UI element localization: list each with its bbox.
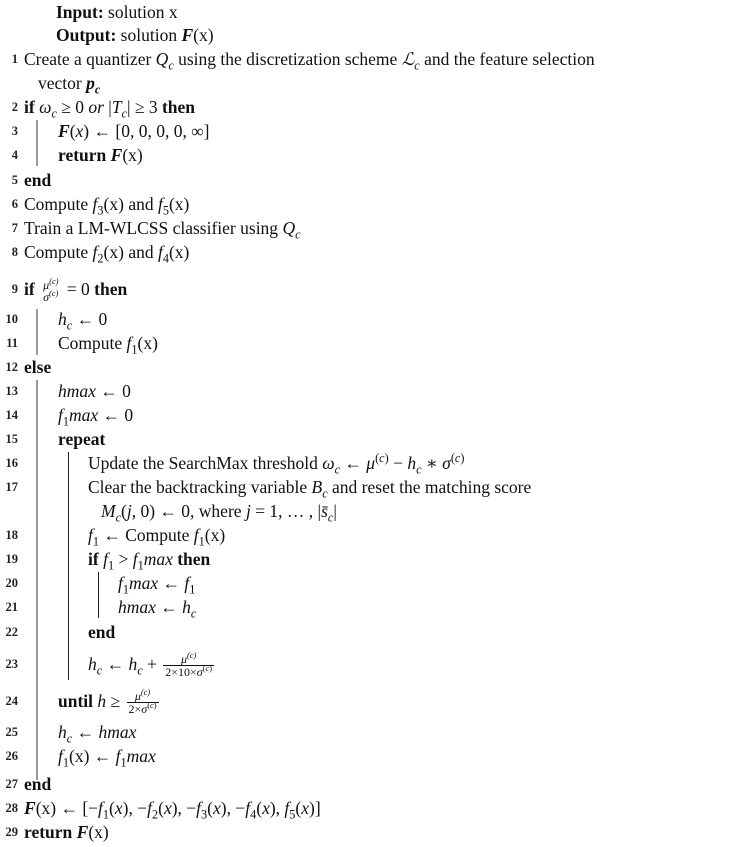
line-number: 1: [11, 52, 18, 66]
line-number: 24: [5, 694, 18, 708]
fraction: $\mu^{(c)}$ $\sigma^{(c)}$: [43, 276, 59, 304]
fraction: $\frac{\mu^{(c)}}{2\times\sigma^{(c)}}$: [128, 688, 157, 717]
keyword-then: then: [161, 97, 196, 117]
keyword-if: if: [24, 279, 35, 299]
line-number: 6: [11, 197, 18, 211]
line-number: 9: [11, 282, 18, 296]
line-number: 23: [5, 657, 18, 671]
text: and reset the matching score: [327, 477, 532, 497]
line-number: 25: [5, 725, 18, 739]
keyword-if: if: [88, 549, 99, 569]
text: and: [123, 194, 158, 214]
block-rule: [36, 120, 38, 166]
keyword-else: else: [24, 357, 52, 377]
text: and the feature selection: [419, 49, 595, 69]
block-rule: [68, 452, 69, 680]
line-number: 27: [5, 777, 18, 791]
input-label: Input:: [56, 2, 104, 22]
algorithm-block: Input: solution x Output: solution F(x) 1 Create a quantizer $Q_c$ using the discretization scheme ℒ$_c$ and the feature selection vector $p_c$ 2 if $\omega_c \ge 0$ or $|T_c| \ge 3$ then 3 F(x) ← [0, 0, 0, 0, ∞] 4 return F(x) 5 end 6 Compute $f_3(x)$ and $f_5(x)$ 7 Train a LM-WLCSS classifier using $Q_c$ 8 Compute $f_2(x)$ and $f_4(x)$ 9 if $\mu^{(c)}$ $\sigma^{(c)}$ = 0 then 10 $h_c$ ← 0 11 Compute $f_1(x)$ 12 else 13 hmax ← 0 14 $f_1\max$ ← 0 15 repeat 16 Update the SearchMax threshold $\omega_c$ ← $\mu^{(c)} - h_c$ ∗ $\sigma^{(c)}$ 17 Clear the backtracking variable $B_c$ and reset the matching score $M_c(j$, 0) ← 0, where j = 1, … , $|s̄_c|$ 18 $f_1$ ← Compute $f_1(x)$ 19 if $f_1 > f_1\max$ then 20 $f_1\max$ ← $f_1$ 21 hmax ← $h_c$ 22 end 23 $h_c$ ← $h_c$ + $\frac{\mu^{(c)}}{2\times 10\times\sigma^{(c)}}$ 24 until h ≥ $\frac{\mu^{(c)}}{2\times\sigma^{(c)}}$ 25 $h_c$ ← hmax 26 $f_1(x)$ ← $f_1\max$ 27 end 28 F(x) ← [$-f_1(x)$, $-f_2(x)$, $-f_3(x)$, $-f_4(x)$, $f_5(x)$] 29 return F(x): [0, 0, 747, 847]
line-number: 22: [5, 625, 18, 639]
line-number: 21: [5, 600, 18, 614]
block-rule: [36, 380, 38, 780]
text: Clear the backtracking variable: [88, 477, 312, 497]
line-number: 18: [5, 528, 18, 542]
text: and: [123, 242, 158, 262]
text: Create a quantizer: [24, 49, 156, 69]
keyword-until: until: [58, 691, 94, 711]
line-number: 28: [5, 801, 18, 815]
line-number: 11: [6, 336, 18, 350]
block-rule: [98, 572, 99, 618]
fraction: $\frac{\mu^{(c)}}{2\times 10\times\sigma^{(c)}}$: [165, 651, 213, 680]
line-number: 10: [5, 312, 18, 326]
keyword-end: end: [24, 170, 52, 190]
line-number: 3: [11, 124, 18, 138]
line-number: 13: [5, 384, 18, 398]
text: using the discretization scheme: [173, 49, 402, 69]
line-number: 15: [5, 432, 18, 446]
text: , where: [190, 501, 246, 521]
keyword-return: return: [24, 822, 73, 842]
line-number: 4: [11, 148, 18, 162]
keyword-return: return: [58, 145, 107, 165]
text: Update the SearchMax threshold: [88, 453, 323, 473]
line-number: 8: [11, 245, 18, 259]
text: Compute: [24, 242, 93, 262]
text: Train a LM-WLCSS classifier using: [24, 218, 283, 238]
output-label: Output:: [56, 25, 117, 45]
line-number: 19: [5, 552, 18, 566]
block-rule: [36, 309, 38, 355]
keyword-then: then: [94, 279, 128, 299]
line-number: 14: [5, 408, 18, 422]
line-number: 20: [5, 576, 18, 590]
keyword-if: if: [24, 97, 35, 117]
text: Compute: [125, 525, 194, 545]
line-number: 26: [5, 749, 18, 763]
keyword-or: or: [88, 97, 104, 117]
line-number: 2: [11, 100, 18, 114]
output-value: solution: [120, 25, 182, 45]
line-number: 5: [11, 173, 18, 187]
input-value: solution x: [108, 2, 178, 22]
keyword-repeat: repeat: [58, 429, 106, 449]
keyword-end: end: [88, 622, 116, 642]
keyword-then: then: [177, 549, 211, 569]
text: vector: [38, 73, 87, 93]
text: Compute: [58, 333, 127, 353]
text: Compute: [24, 194, 93, 214]
line-number: 17: [5, 480, 18, 494]
line-number: 29: [5, 825, 18, 839]
line-number: 12: [5, 360, 18, 374]
line-number: 16: [5, 456, 18, 470]
line-number: 7: [11, 221, 18, 235]
keyword-end: end: [24, 774, 52, 794]
